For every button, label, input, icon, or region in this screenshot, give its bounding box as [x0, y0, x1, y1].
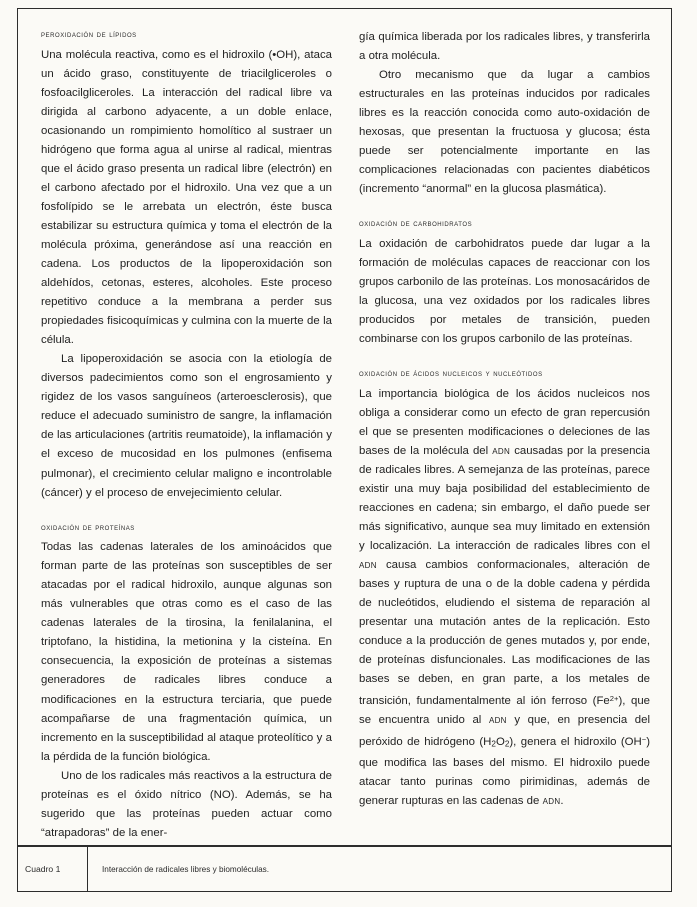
right-column — [359, 28, 650, 818]
para-protein-2: Uno de los radicales más reactivos a la estructura de proteínas es el óxido nítrico (NO). Además, se ha sugerido que las proteínas pueden actuar como “atrapadoras” de la ener- — [41, 769, 332, 839]
caption-label: Cuadro 1 — [25, 864, 61, 874]
para-lipid-2: La lipoperoxidación se asocia con la etiología de diversos padecimientos como son el engrosamiento y rigidez de los vasos sanguíneos (arteroesclerosis), que reduce el adecuado suministro de sangre, la inflamación de las articulaciones (artritis reumatoide), la inflamación y el exceso de mucosidad en los pulmones (enfisema pulmonar), el crecimiento celular maligno e incontrolable (cáncer) y el proceso de envejecimiento celular. — [41, 353, 332, 499]
para-lipid-1: Una molécula reactiva, como es el hidroxilo (•OH), ataca un ácido graso, constituyente de triacilgliceroles o fosfoacilgliceroles. La interacción del radical libre va dirigida al carbono adyacente, a un doble enlace, ocasionando un rompimiento homolítico al sustraer un hidrógeno que forma agua al unirse al radical, mientras que el ácido graso presenta un radical libre (electrón) en el carbono afectado por el hidroxilo. Una vez que a un fosfolípido se le arrebata un electrón, éste busca estabilizar su estructura química y toma el electrón de la molécula próxima, generándose así una reacción en cadena. Los productos de la lipoperoxidación son aldehídos, cetonas, esteres, alcoholes. Este proceso repetitivo conduce a la membrana a perder sus propiedades fisicoquímicas y culmina con la muerte de la célula. — [41, 48, 332, 347]
para-protein-2-cont: gía química liberada por los radicales libres, y transferirla a otra molécula. — [359, 31, 650, 63]
para-carb-1: La oxidación de carbohidratos puede dar lugar a la formación de moléculas capaces de reaccionar con los grupos carbonilo de las proteínas. Los monosacáridos de la glucosa, una vez oxidados por los radicales libres producidos por metales de transición, pueden combinarse con los grupos carbonilo de las proteínas. — [359, 237, 650, 346]
para-protein-1: Todas las cadenas laterales de los aminoácidos que forman parte de las proteínas son susceptibles de ser atacadas por el radical hidroxilo, aunque algunas son más vulnerables que otras como es el caso de las cadenas laterales de la tirosina, la fenilalanina, el triptofano, la histidina, la metionina y la cisteína. En consecuencia, la exposición de proteínas a sistemas generadores de radicales libres conduce a modificaciones en la estructura terciaria, que puede acompañarse de una fragmentación química, un incremento en la susceptibilidad al ataque proteolítico y a la pérdida de la función biológica. — [41, 541, 332, 763]
para-protein-3: Otro mecanismo que da lugar a cambios estructurales en las proteínas inducidos por radicales libres es la reacción conocida como auto-oxidación de hexosas, que presentan la fructuosa y glucosa; ésta puede ser potencialmente importante en las complicaciones relacionadas con pacientes diabéticos (incremento “anormal” en la glucosa plasmática). — [359, 69, 650, 196]
heading-oxidacion-de-carbohidratos: oxidación de carbohidratos — [359, 218, 473, 229]
heading-oxidacion-acidos-nucleicos: oxidación de ácidos nucleicos y nucleótidos — [359, 368, 543, 379]
heading-oxidacion-de-proteinas: oxidación de proteínas — [41, 521, 135, 532]
caption-text: Interacción de radicales libres y biomoléculas. — [102, 864, 270, 874]
para-nucleic-1: La importancia biológica de los ácidos nucleicos nos obliga a considerar como un efecto de gran repercusión el que se presenten modificaciones o deleciones de las bases de la molécula del adn causadas por la presencia de radicales libres. A semejanza de las proteínas, parece existir una muy baja posibilidad del establecimiento de reacciones en cadena; sin embargo, el daño puede ser más significativo, aunque sea muy limitado en extensión y localización. La interacción de radicales libres con el adn causa cambios conformacionales, alteración de bases y ruptura de una o de la doble cadena y pérdida de nucleótidos, eludiendo el sistema de reparación al presentar una mutación antes de la replicación. Esto conduce a la producción de genes mutados y, por ende, de proteínas disfuncionales. Las modificaciones de las bases se deben, en gran parte, a los metales de transición, fundamentalmente al ión ferroso $(Fe^{2+})$, que se encuentra unido al adn y que, en presencia del peróxido de hidrógeno $(H_2O_2)$, genera el hidroxilo (OH−) que modifica las bases del mismo. El hidroxilo puede atacar tanto purinas como pirimidinas, además de generar rupturas en las cadenas de adn. — [359, 387, 650, 808]
caption-box — [17, 846, 672, 892]
heading-peroxidacion-de-lipidos: peroxidación de lípidos — [41, 29, 137, 39]
two-column-text-body — [41, 28, 651, 839]
left-column — [41, 28, 332, 839]
